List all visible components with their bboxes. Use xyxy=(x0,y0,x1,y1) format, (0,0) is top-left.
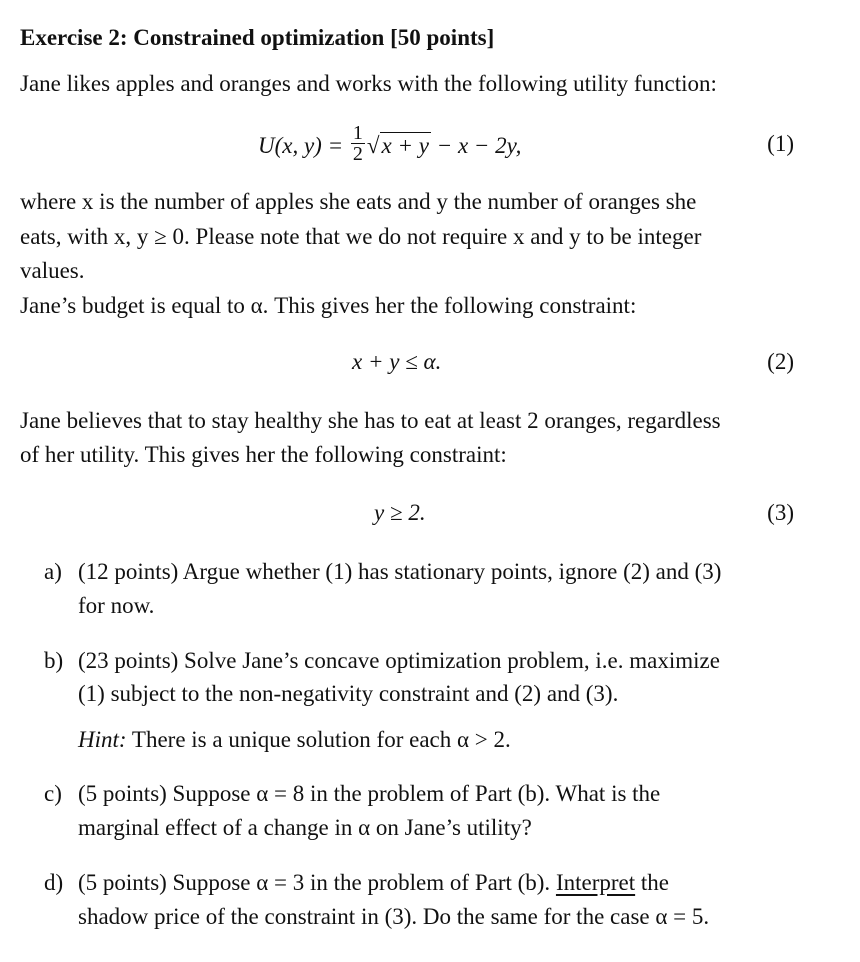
item-b-hint xyxy=(78,723,511,757)
eq3-number: (3) xyxy=(767,500,794,525)
para3-line1: Jane believes that to stay healthy she has to eat at least 2 oranges, regardless xyxy=(20,408,721,433)
eq1-number: (1) xyxy=(767,131,794,156)
eq1-lhs: U(x, y) = xyxy=(258,132,344,158)
item-b-line2: (1) subject to the non-negativity constraint and (2) and (3). xyxy=(78,681,619,706)
item-c-line1: (5 points) Suppose α = 8 in the problem of Part (b). What is the xyxy=(78,781,661,806)
item-b-line1: (23 points) Solve Jane’s concave optimization problem, i.e. maximize xyxy=(78,648,720,673)
para2-line1: where x is the number of apples she eats and y the number of oranges she xyxy=(20,189,697,214)
eq1-sqrt: √x + y xyxy=(366,132,429,158)
eq1-frac-num: 1 xyxy=(352,122,363,144)
hint-label: Hint: xyxy=(78,727,127,752)
item-a-line1: (12 points) Argue whether (1) has stationary points, ignore (2) and (3) xyxy=(78,559,722,584)
budget-constraint-equation: x + y ≤ α. xyxy=(352,349,442,374)
item-d-label: d) xyxy=(44,870,64,895)
exercise-title: Exercise 2: Constrained optimization [50 points] xyxy=(20,25,495,50)
item-d-line1 xyxy=(78,866,669,900)
item-c-line2: marginal effect of a change in α on Jane’s utility? xyxy=(78,815,532,840)
intro-text: Jane likes apples and oranges and works with the following utility function: xyxy=(20,71,717,96)
para3-line2: of her utility. This gives her the following constraint: xyxy=(20,442,507,467)
item-b-label: b) xyxy=(44,648,64,673)
item-a-label: a) xyxy=(44,559,62,584)
eq1-frac-den: 2 xyxy=(352,143,363,165)
utility-equation xyxy=(258,122,522,168)
eq1-rest: − x − 2y, xyxy=(436,132,522,158)
para2-line2: eats, with x, y ≥ 0. Please note that we do not require x and y to be integer xyxy=(20,224,702,249)
interpret-underlined-word: Interpret xyxy=(555,870,636,895)
hint-text: There is a unique solution for each α > 2. xyxy=(131,727,511,752)
orange-constraint-equation: y ≥ 2. xyxy=(374,500,426,525)
budget-text: Jane’s budget is equal to α. This gives her the following constraint: xyxy=(20,293,637,318)
eq1-sqrt-arg: x + y xyxy=(381,132,429,158)
item-c-label: c) xyxy=(44,781,62,806)
item-d-line1-pre: (5 points) Suppose α = 3 in the problem of Part (b). xyxy=(78,870,551,895)
eq1-fraction xyxy=(351,123,365,164)
item-a-line2: for now. xyxy=(78,593,155,618)
eq2-number: (2) xyxy=(767,349,794,374)
item-d-line2: shadow price of the constraint in (3). Do the same for the case α = 5. xyxy=(78,904,710,929)
para2-line3: values. xyxy=(20,258,85,283)
item-d-line1-post: the xyxy=(640,870,669,895)
